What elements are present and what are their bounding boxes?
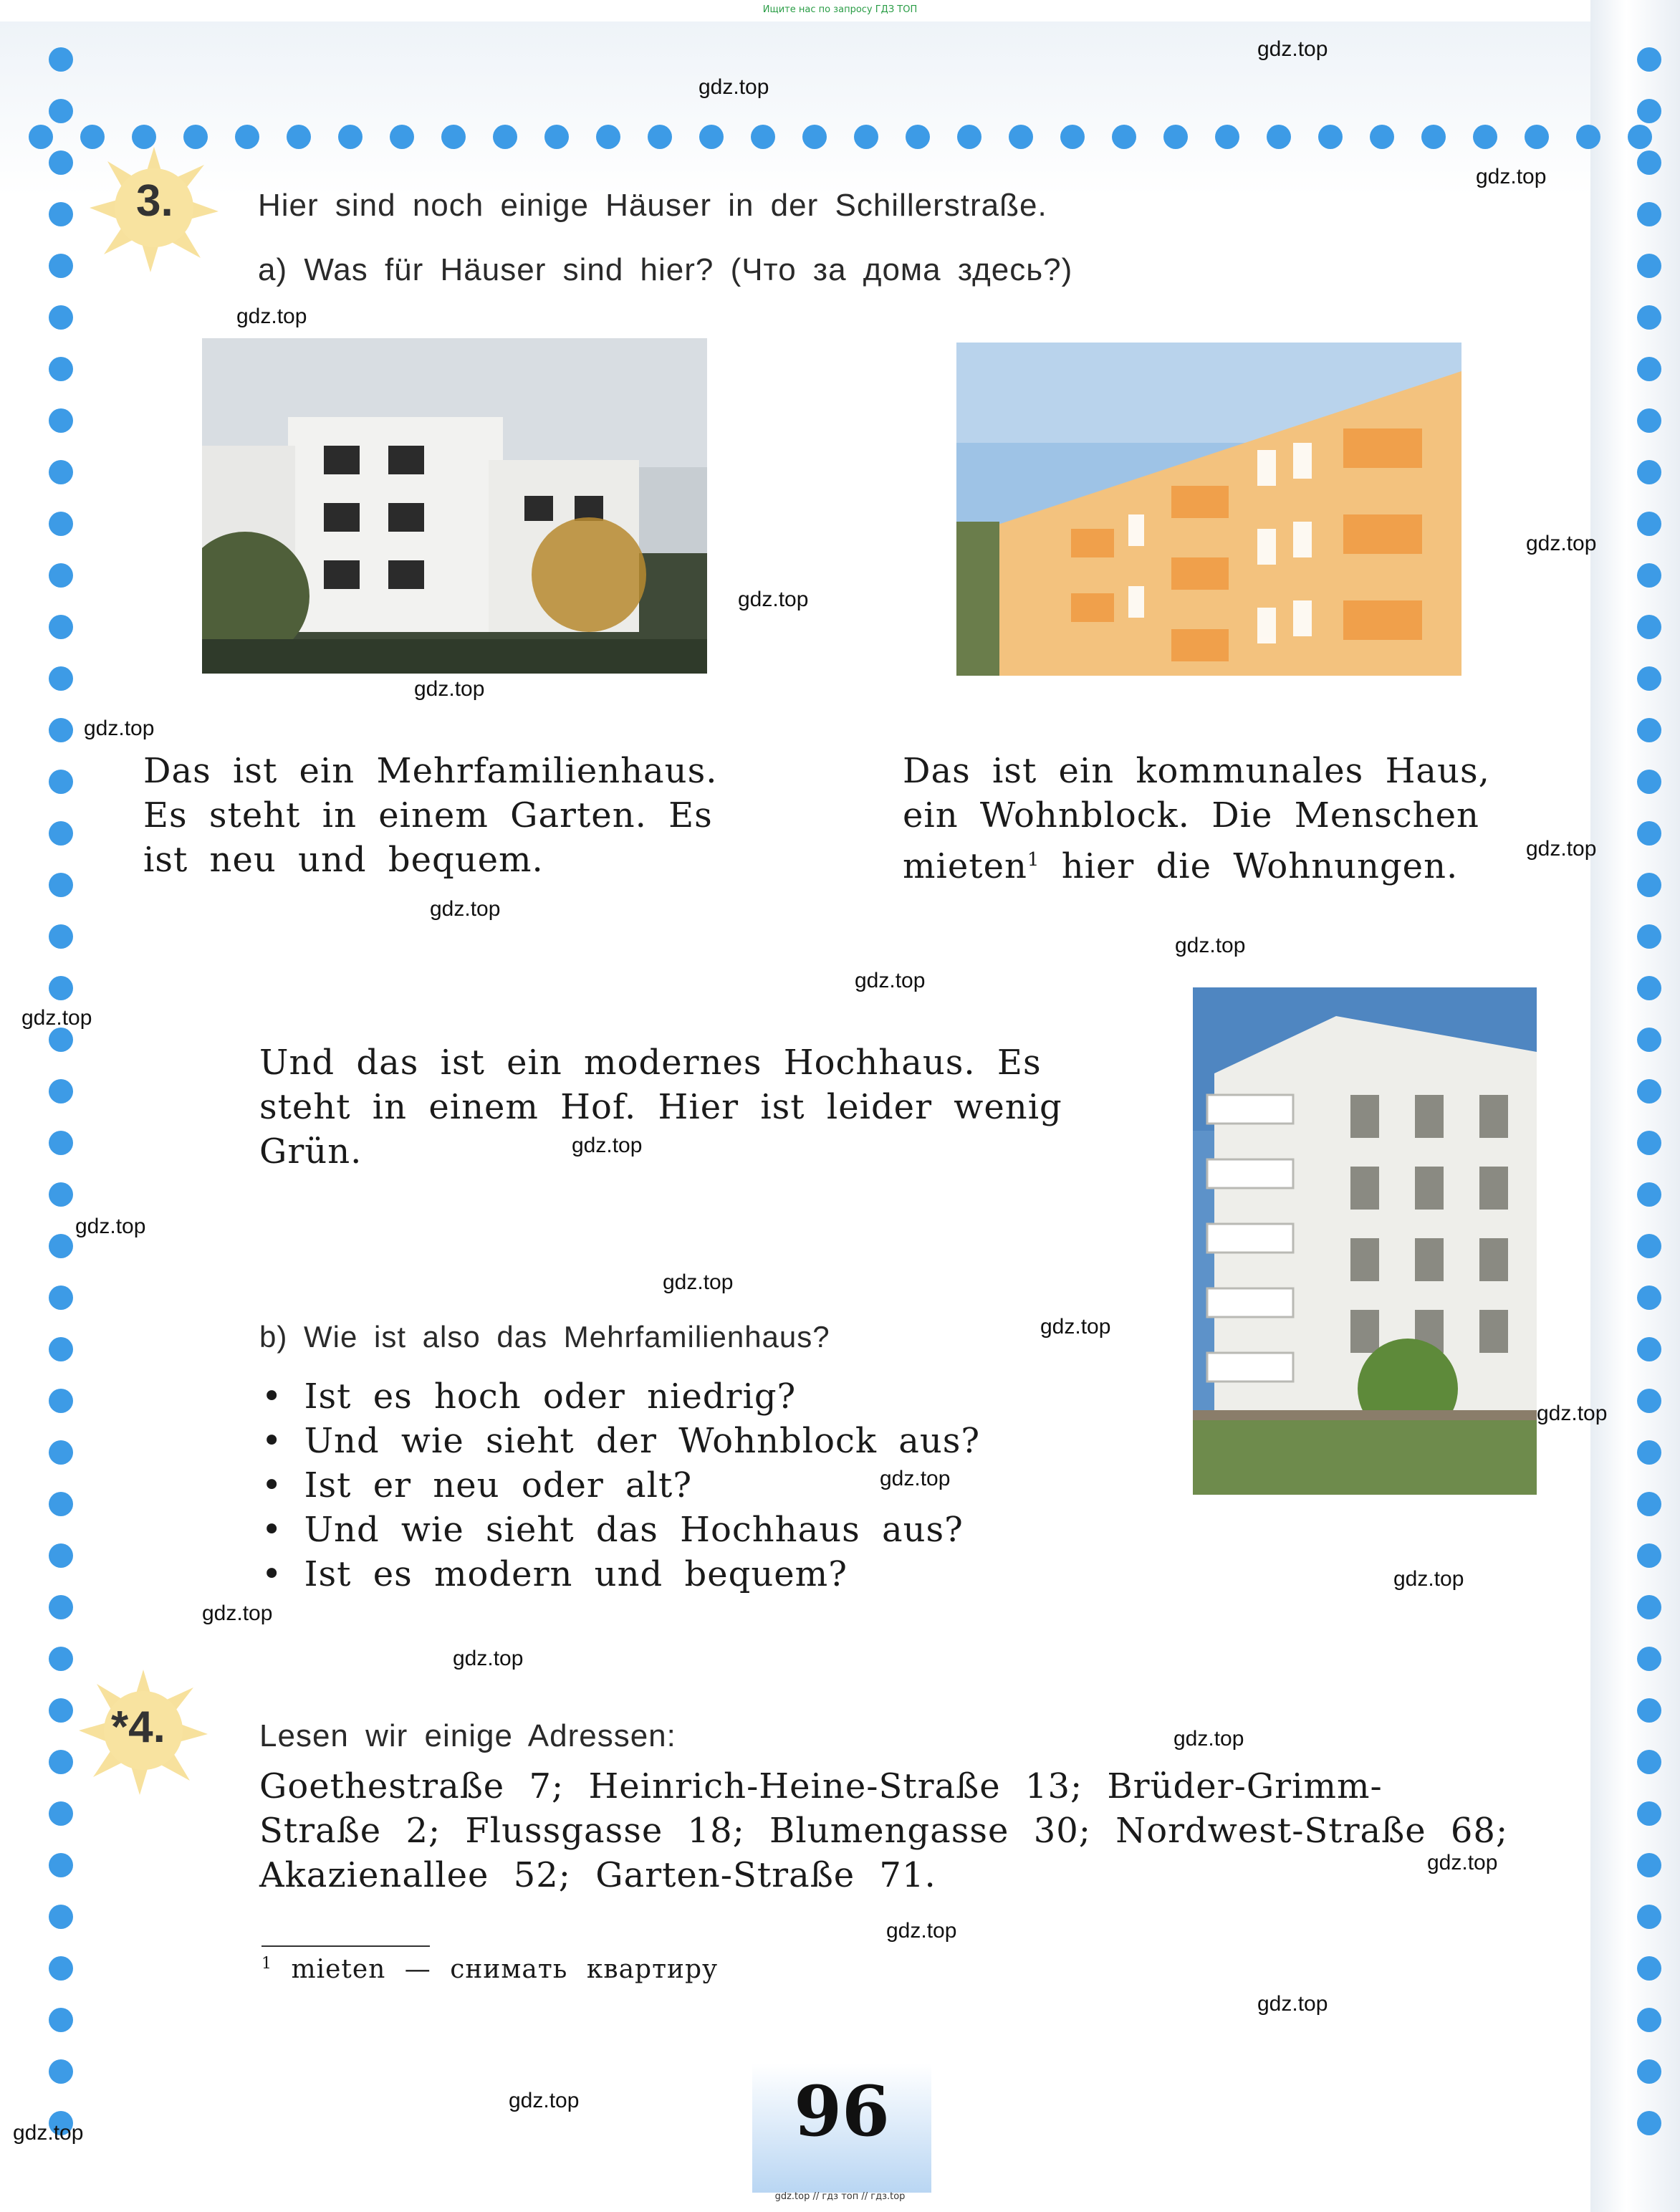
- question-item: • Ist er neu oder alt?: [261, 1463, 980, 1508]
- caption-line: steht in einem Hof. Hier ist leider wenig: [259, 1087, 1062, 1127]
- border-dot: [1637, 1698, 1661, 1723]
- border-dot: [1637, 1801, 1661, 1826]
- border-dot: [49, 615, 73, 639]
- border-dot: [1637, 924, 1661, 949]
- question-item: • Und wie sieht der Wohnblock aus?: [261, 1419, 980, 1463]
- border-dot: [1637, 2008, 1661, 2032]
- border-dot: [1009, 125, 1033, 149]
- photo-hochhaus: [1193, 987, 1537, 1495]
- watermark-text: gdz.top: [699, 75, 769, 99]
- address-line: Goethestraße 7; Heinrich-Heine-Straße 13; Brüder-Grimm-: [259, 1766, 1383, 1806]
- watermark-text: gdz.top: [1537, 1402, 1608, 1425]
- border-dot: [1637, 1182, 1661, 1207]
- watermark-text: gdz.top: [1040, 1315, 1111, 1339]
- border-dot: [1637, 770, 1661, 794]
- caption-line: ein Wohnblock. Die Menschen: [903, 795, 1479, 836]
- task-a: a) Was für Häuser sind hier? (Что за дома здесь?): [258, 252, 1073, 287]
- border-dot: [1637, 1337, 1661, 1361]
- exercise-number: 3.: [136, 176, 173, 226]
- border-dot: [1637, 666, 1661, 691]
- border-dot: [49, 1801, 73, 1826]
- watermark-text: gdz.top: [738, 588, 809, 611]
- border-dot: [1215, 125, 1239, 149]
- border-dot: [1637, 47, 1661, 72]
- border-dot: [49, 821, 73, 846]
- watermark-text: gdz.top: [1173, 1727, 1244, 1751]
- question-list: [261, 1374, 980, 1596]
- border-dot: [1637, 254, 1661, 278]
- border-dot: [49, 1595, 73, 1619]
- border-dot: [1473, 125, 1497, 149]
- border-dot: [1267, 125, 1291, 149]
- address-line: Akazienallee 52; Garten-Straße 71.: [259, 1855, 936, 1895]
- border-dot: [1637, 1079, 1661, 1103]
- caption-line: Es steht in einem Garten. Es: [143, 795, 713, 836]
- border-dot: [1525, 125, 1549, 149]
- border-dot: [1637, 2111, 1661, 2135]
- watermark-text: gdz.top: [855, 969, 926, 992]
- border-dot: [49, 1492, 73, 1516]
- border-dot: [49, 1234, 73, 1258]
- caption-line: Grün.: [259, 1131, 363, 1172]
- border-dot: [1637, 976, 1661, 1000]
- border-dot: [49, 666, 73, 691]
- border-dot: [49, 1028, 73, 1052]
- border-dot: [441, 125, 466, 149]
- border-dot: [1637, 718, 1661, 742]
- caption-line: ist neu und bequem.: [143, 840, 544, 880]
- border-dot: [49, 1750, 73, 1774]
- watermark-text: gdz.top: [430, 897, 501, 921]
- border-dot: [235, 125, 259, 149]
- border-dot: [49, 1543, 73, 1568]
- watermark-text: gdz.top: [886, 1919, 957, 1943]
- border-dot: [49, 1182, 73, 1207]
- border-dot: [49, 99, 73, 123]
- border-dot: [493, 125, 517, 149]
- border-dot: [906, 125, 930, 149]
- border-dot: [648, 125, 672, 149]
- page-number: 96: [794, 2071, 890, 2152]
- site-header: Ищите нас по запросу ГДЗ ТОП: [762, 4, 918, 15]
- watermark-text: gdz.top: [236, 305, 307, 328]
- watermark-text: gdz.top: [1175, 934, 1246, 957]
- border-dot: [287, 125, 311, 149]
- watermark-text: gdz.top: [1526, 532, 1597, 555]
- watermark-text: gdz.top: [453, 1647, 524, 1670]
- border-dot: [1637, 1131, 1661, 1155]
- border-dot: [1637, 1853, 1661, 1877]
- border-dot: [1637, 1543, 1661, 1568]
- border-dot: [49, 1131, 73, 1155]
- caption-line: Das ist ein kommunales Haus,: [903, 751, 1490, 791]
- footnote-marker: 1: [261, 1955, 272, 1973]
- border-dot: [49, 512, 73, 536]
- border-dot: [1637, 1750, 1661, 1774]
- exercise-4-badge: [75, 1662, 211, 1799]
- border-dot: [1637, 202, 1661, 226]
- watermark-text: gdz.top: [1427, 1851, 1498, 1875]
- border-dot: [802, 125, 827, 149]
- border-dot: [49, 2008, 73, 2032]
- border-dot: [1637, 1234, 1661, 1258]
- caption-line: Das ist ein Mehrfamilienhaus.: [143, 751, 718, 791]
- border-dot: [49, 305, 73, 330]
- footnote-divider: [261, 1945, 430, 1947]
- caption-line: Und das ist ein modernes Hochhaus. Es: [259, 1043, 1042, 1083]
- border-dot: [1628, 125, 1652, 149]
- border-dot: [49, 202, 73, 226]
- border-dot: [49, 1647, 73, 1671]
- caption-mehrfamilienhaus: [143, 749, 717, 882]
- border-dot: [49, 1079, 73, 1103]
- border-dot: [49, 47, 73, 72]
- site-footer: gdz.top // гдз топ // гдз.top: [774, 2191, 906, 2202]
- watermark-text: gdz.top: [13, 2121, 84, 2145]
- watermark-text: gdz.top: [75, 1215, 146, 1238]
- border-dot: [1112, 125, 1136, 149]
- task-b: b) Wie ist also das Mehrfamilienhaus?: [259, 1320, 830, 1354]
- exercise-3-intro: Hier sind noch einige Häuser in der Schillerstraße.: [258, 188, 1047, 223]
- border-dot: [49, 1389, 73, 1413]
- border-dot: [1637, 512, 1661, 536]
- watermark-text: gdz.top: [202, 1601, 273, 1625]
- exercise-4-intro: Lesen wir einige Adressen:: [259, 1718, 676, 1753]
- border-dot: [1637, 1956, 1661, 1981]
- border-dot: [49, 1698, 73, 1723]
- exercise-3-badge: [86, 140, 222, 276]
- watermark-text: gdz.top: [414, 677, 485, 701]
- border-dot: [49, 1285, 73, 1310]
- border-dot: [1637, 357, 1661, 381]
- border-dot: [1637, 1440, 1661, 1465]
- border-dot: [1637, 1389, 1661, 1413]
- border-dot: [1637, 873, 1661, 897]
- border-dot: [1637, 1285, 1661, 1310]
- watermark-text: gdz.top: [509, 2089, 580, 2112]
- border-dot: [1318, 125, 1343, 149]
- border-dot: [596, 125, 620, 149]
- watermark-text: gdz.top: [880, 1467, 951, 1490]
- footnote-text: mieten — снимать квартиру: [291, 1955, 719, 1984]
- border-dot: [1637, 1905, 1661, 1929]
- border-dot: [1637, 1647, 1661, 1671]
- border-dot: [1637, 821, 1661, 846]
- border-dot: [1637, 408, 1661, 433]
- caption-rest: hier die Wohnungen.: [1040, 846, 1459, 886]
- border-dot: [29, 125, 53, 149]
- footnote: [261, 1955, 718, 1984]
- border-dot: [49, 408, 73, 433]
- border-dot: [1637, 305, 1661, 330]
- border-dot: [1637, 1492, 1661, 1516]
- border-dot: [49, 873, 73, 897]
- watermark-text: gdz.top: [1393, 1567, 1464, 1591]
- border-dot: [1163, 125, 1188, 149]
- border-dot: [957, 125, 981, 149]
- exercise-number: *4.: [111, 1703, 165, 1752]
- border-dot: [49, 357, 73, 381]
- watermark-text: gdz.top: [1476, 165, 1547, 188]
- watermark-text: gdz.top: [1526, 837, 1597, 861]
- watermark-text: gdz.top: [1257, 1992, 1328, 2016]
- border-dot: [1421, 125, 1446, 149]
- caption-wohnblock: [903, 749, 1490, 889]
- border-dot: [49, 1337, 73, 1361]
- border-dot: [1576, 125, 1600, 149]
- footnote-word: mieten: [903, 846, 1027, 886]
- border-dot: [854, 125, 878, 149]
- border-dot: [49, 460, 73, 484]
- border-dot: [49, 718, 73, 742]
- border-dot: [49, 1853, 73, 1877]
- border-dot: [390, 125, 414, 149]
- caption-hochhaus: [259, 1040, 1062, 1174]
- watermark-text: gdz.top: [572, 1134, 643, 1157]
- border-dot: [699, 125, 724, 149]
- border-dot: [49, 563, 73, 588]
- footnote-marker: 1: [1027, 849, 1040, 871]
- border-dot: [49, 2059, 73, 2084]
- question-item: • Ist es modern und bequem?: [261, 1552, 980, 1596]
- border-dot: [49, 1956, 73, 1981]
- address-list: [259, 1764, 1535, 1897]
- watermark-text: gdz.top: [1257, 37, 1328, 61]
- border-dot: [49, 976, 73, 1000]
- border-dot: [1637, 1028, 1661, 1052]
- caption-line: [903, 838, 1490, 889]
- book-spine: [1590, 0, 1680, 2212]
- question-item: • Ist es hoch oder niedrig?: [261, 1374, 980, 1419]
- photo-wohnblock: [956, 343, 1461, 676]
- border-dot: [49, 150, 73, 175]
- border-dot: [49, 924, 73, 949]
- border-dot: [1637, 2059, 1661, 2084]
- question-item: • Und wie sieht das Hochhaus aus?: [261, 1508, 980, 1552]
- watermark-text: gdz.top: [21, 1006, 92, 1030]
- border-dot: [49, 1440, 73, 1465]
- border-dot: [1370, 125, 1394, 149]
- border-dot: [1637, 563, 1661, 588]
- border-dot: [1060, 125, 1085, 149]
- border-dot: [1637, 1595, 1661, 1619]
- watermark-text: gdz.top: [84, 717, 155, 740]
- border-dot: [49, 1905, 73, 1929]
- border-dot: [338, 125, 363, 149]
- border-dot: [751, 125, 775, 149]
- watermark-text: gdz.top: [663, 1270, 734, 1294]
- border-dot: [49, 770, 73, 794]
- border-dot: [1637, 150, 1661, 175]
- border-dot: [1637, 99, 1661, 123]
- border-dot: [544, 125, 569, 149]
- photo-mehrfamilienhaus: [202, 338, 707, 674]
- address-line: Straße 2; Flussgasse 18; Blumengasse 30; Nordwest-Straße 68;: [259, 1811, 1509, 1851]
- page-number-box: [752, 2064, 931, 2193]
- border-dot: [49, 254, 73, 278]
- border-dot: [1637, 460, 1661, 484]
- border-dot: [1637, 615, 1661, 639]
